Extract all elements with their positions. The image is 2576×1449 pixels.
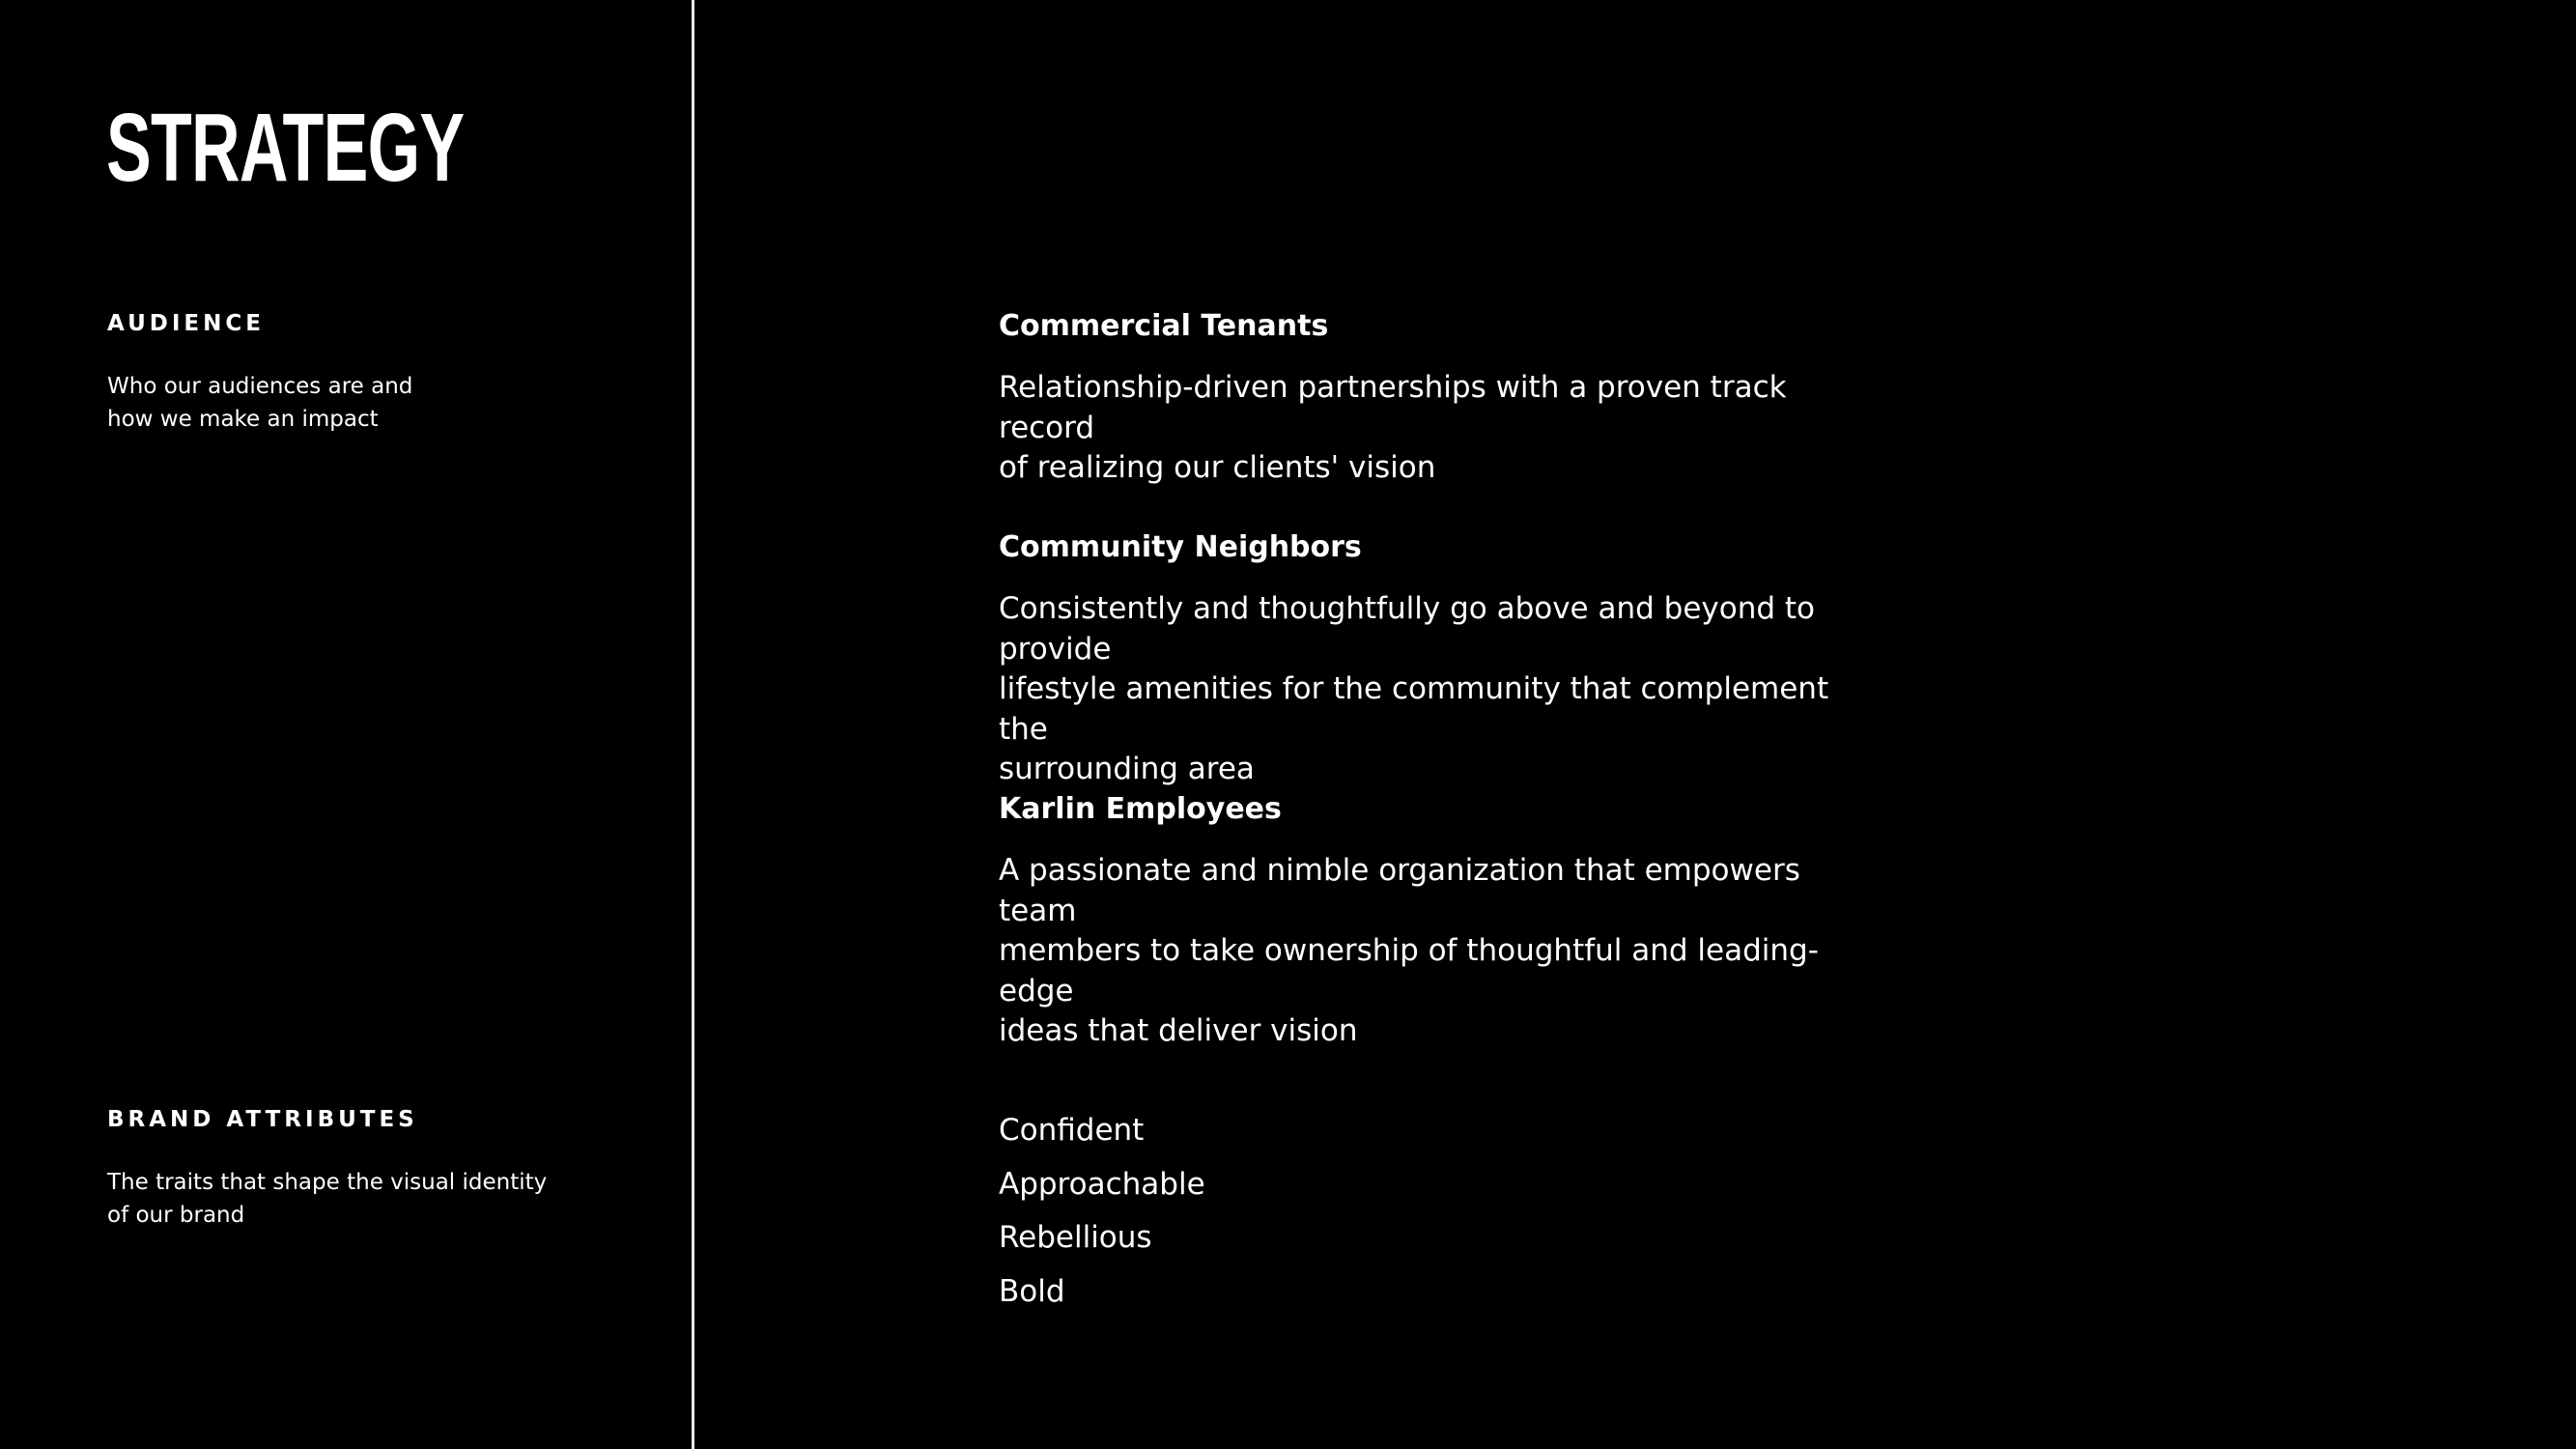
audience-description-line: how we make an impact: [107, 407, 379, 432]
karlin-employees-text: [999, 851, 1849, 1052]
community-neighbors-text-line: Consistently and thoughtfully go above and beyond to provide: [999, 591, 1816, 667]
brand-attribute-item: Bold: [999, 1273, 1065, 1309]
karlin-employees-text-line: A passionate and nimble organization that empowers team: [999, 853, 1800, 928]
brand-attributes-description-line: The traits that shape the visual identity: [107, 1170, 548, 1195]
commercial-tenants-text-line: Relationship-driven partnerships with a proven track record: [999, 370, 1787, 445]
community-neighbors-text-line: surrounding area: [999, 752, 1255, 786]
brand-attribute-item: Approachable: [999, 1166, 1205, 1202]
commercial-tenants-text: [999, 368, 1849, 489]
brand-attribute-item: Rebellious: [999, 1220, 1152, 1255]
karlin-employees-title: Karlin Employees: [999, 792, 1282, 826]
page-title: STRATEGY: [106, 94, 465, 202]
brand-attribute-item: Confident: [999, 1113, 1145, 1148]
community-neighbors-text-line: lifestyle amenities for the community that complement the: [999, 671, 1829, 747]
brand-attributes-list: [999, 1104, 1205, 1319]
audience-description: [107, 370, 552, 436]
commercial-tenants-title: Commercial Tenants: [999, 309, 1329, 343]
column-divider: [692, 0, 694, 1449]
commercial-tenants-text-line: of realizing our clients' vision: [999, 450, 1436, 485]
brand-attributes-label: BRAND ATTRIBUTES: [107, 1107, 418, 1132]
karlin-employees-text-line: ideas that deliver vision: [999, 1013, 1358, 1048]
brand-attributes-description: [107, 1166, 552, 1232]
audience-label: AUDIENCE: [107, 311, 265, 336]
karlin-employees-text-line: members to take ownership of thoughtful and leading-edge: [999, 933, 1819, 1009]
audience-description-line: Who our audiences are and: [107, 374, 413, 399]
community-neighbors-title: Community Neighbors: [999, 530, 1362, 564]
brand-attributes-description-line: of our brand: [107, 1203, 245, 1228]
community-neighbors-text: [999, 589, 1849, 790]
